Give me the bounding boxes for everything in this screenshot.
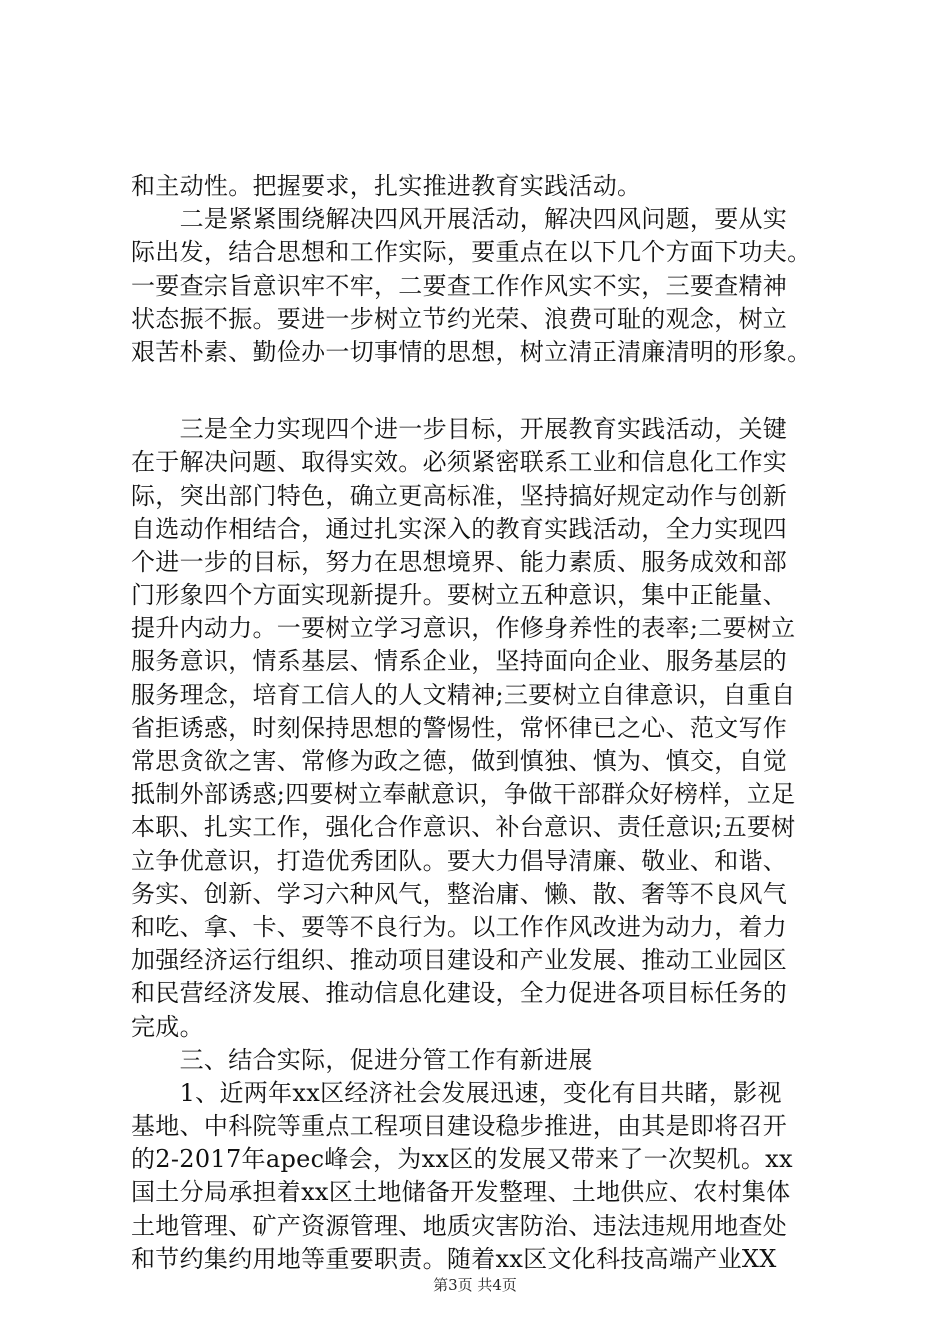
page-footer: 第3页 共4页	[433, 1276, 517, 1294]
text-line: 三、结合实际，促进分管工作有新进展	[131, 1045, 593, 1074]
text-line: 国土分局承担着xx区土地储备开发整理、土地供应、农村集体	[131, 1178, 791, 1207]
paragraph-spacer	[131, 369, 831, 413]
text-line: 和吃、拿、卡、要等不良行为。以工作作风改进为动力，着力	[131, 912, 788, 941]
document-body	[131, 170, 831, 1276]
paragraph	[131, 170, 831, 203]
text-line: 一要查宗旨意识牢不牢，二要查工作作风实不实，三要查精神	[131, 271, 788, 300]
text-line: 土地管理、矿产资源管理、地质灾害防治、违法违规用地查处	[131, 1211, 788, 1240]
text-line: 常思贪欲之害、常修为政之德，做到慎独、慎为、慎交，自觉	[131, 747, 788, 775]
text-line: 际，突出部门特色，确立更高标准，坚持搞好规定动作与创新	[131, 481, 788, 510]
text-line: 艰苦朴素、勤俭办一切事情的思想，树立清正清廉清明的形象。	[131, 337, 812, 366]
text-line: 抵制外部诱惑;四要树立奉献意识，争做干部群众好榜样，立足	[131, 780, 796, 809]
text-line: 本职、扎实工作，强化合作意识、补台意识、责任意识;五要树	[131, 813, 796, 842]
text-line: 基地、中科院等重点工程项目建设稳步推进，由其是即将召开	[131, 1112, 788, 1141]
text-line: 加强经济运行组织、推动项目建设和产业发展、推动工业园区	[131, 946, 788, 975]
text-line: 门形象四个方面实现新提升。要树立五种意识，集中正能量、	[131, 581, 788, 610]
text-line: 立争优意识，打造优秀团队。要大力倡导清廉、敬业、和谐、	[131, 846, 788, 875]
text-line: 省拒诱惑，时刻保持思想的警惕性，常怀律已之心、范文写作	[131, 713, 788, 742]
text-line: 自选动作相结合，通过扎实深入的教育实践活动，全力实现四	[131, 514, 788, 543]
text-line: 完成。	[131, 1012, 204, 1041]
text-line: 二是紧紧围绕解决四风开展活动，解决四风问题，要从实	[131, 205, 788, 234]
paragraph	[131, 1044, 831, 1077]
paragraph	[131, 203, 831, 369]
text-line: 个进一步的目标，努力在思想境界、能力素质、服务成效和部	[131, 547, 788, 576]
paragraph	[131, 413, 831, 1044]
text-line: 提升内动力。一要树立学习意识，作修身养性的表率;二要树立	[131, 614, 796, 643]
text-line: 服务理念，培育工信人的人文精神;三要树立自律意识，自重自	[131, 680, 796, 709]
text-line: 服务意识，情系基层、情系企业，坚持面向企业、服务基层的	[131, 647, 788, 676]
text-line: 务实、创新、学习六种风气，整治庸、懒、散、奢等不良风气	[131, 879, 788, 908]
text-line: 1、近两年xx区经济社会发展迅速，变化有目共睹，影视	[131, 1078, 782, 1107]
text-line: 际出发，结合思想和工作实际，要重点在以下几个方面下功夫。	[131, 238, 812, 267]
text-line: 的2-2017年apec峰会，为xx区的发展又带来了一次契机。xx	[131, 1145, 793, 1174]
text-line: 和主动性。把握要求，扎实推进教育实践活动。	[131, 172, 642, 200]
text-line: 和节约集约用地等重要职责。随着xx区文化科技高端产业XX	[131, 1244, 777, 1273]
paragraph	[131, 1077, 831, 1276]
text-line: 状态振不振。要进一步树立节约光荣、浪费可耻的观念，树立	[131, 304, 788, 333]
text-line: 三是全力实现四个进一步目标，开展教育实践活动，关键	[131, 415, 788, 444]
text-line: 和民营经济发展、推动信息化建设，全力促进各项目标任务的	[131, 979, 788, 1008]
text-line: 在于解决问题、取得实效。必须紧密联系工业和信息化工作实	[131, 448, 788, 477]
